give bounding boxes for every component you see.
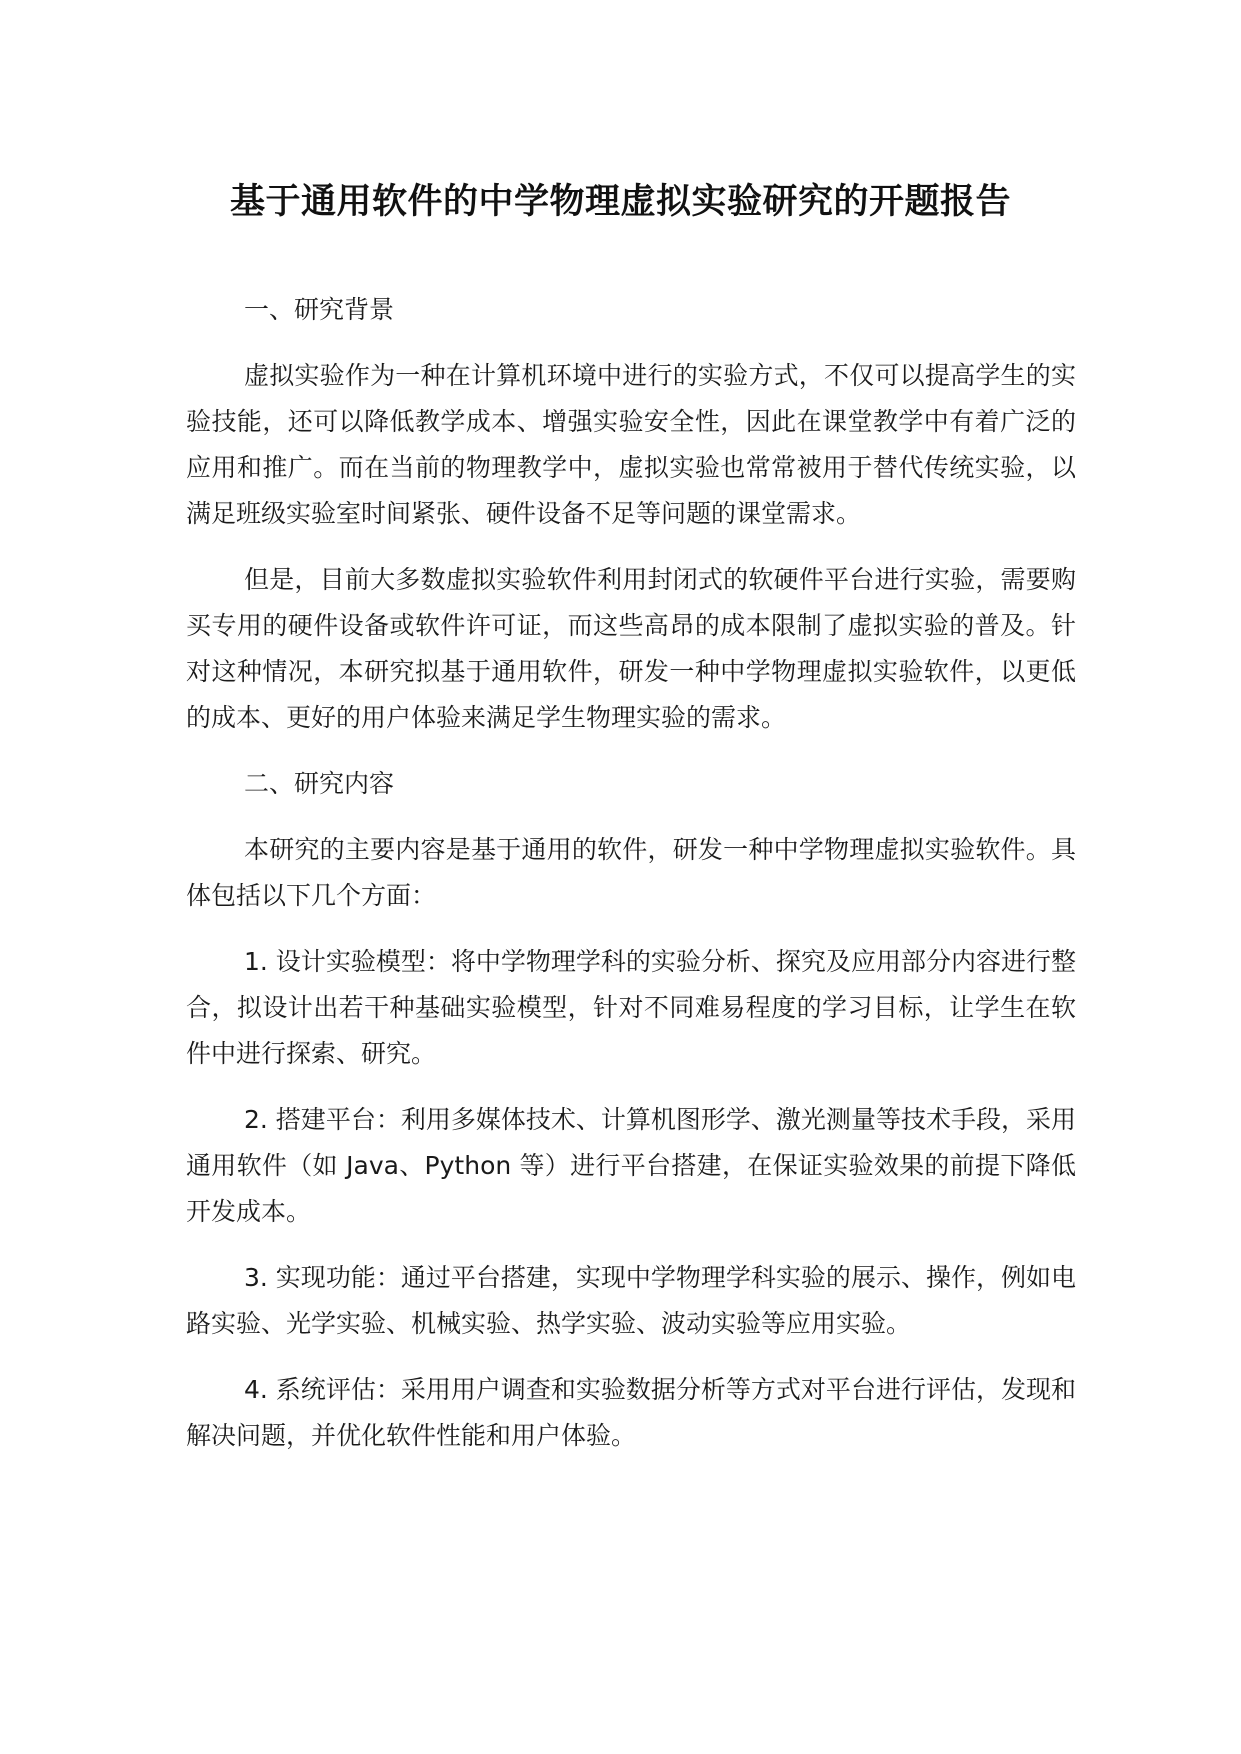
section-heading-background: 一、研究背景 (244, 295, 395, 324)
paragraph-background-2: 但是，目前大多数虚拟实验软件利用封闭式的软硬件平台进行实验，需要购买专用的硬件设备或软件许可证，而这些高昂的成本限制了虚拟实验的普及。针对这种情况，本研究拟基于通用软件，研发一种中学物理虚拟实验软件，以更低的成本、更好的用户体验来满足学生物理实验的需求。 (186, 565, 1076, 732)
document-body (186, 287, 1076, 1479)
document-title: 基于通用软件的中学物理虚拟实验研究的开题报告 (229, 182, 1011, 222)
paragraph-content-intro: 本研究的主要内容是基于通用的软件，研发一种中学物理虚拟实验软件。具体包括以下几个方面： (186, 835, 1076, 910)
list-item-4: 4. 系统评估：采用用户调查和实验数据分析等方式对平台进行评估，发现和解决问题，并优化软件性能和用户体验。 (186, 1375, 1076, 1450)
list-item-3: 3. 实现功能：通过平台搭建，实现中学物理学科实验的展示、操作，例如电路实验、光学实验、机械实验、热学实验、波动实验等应用实验。 (186, 1263, 1076, 1338)
list-item-1: 1. 设计实验模型：将中学物理学科的实验分析、探究及应用部分内容进行整合，拟设计出若干种基础实验模型，针对不同难易程度的学习目标，让学生在软件中进行探索、研究。 (186, 947, 1076, 1068)
list-item-2: 2. 搭建平台：利用多媒体技术、计算机图形学、激光测量等技术手段，采用通用软件（如 Java、Python 等）进行平台搭建，在保证实验效果的前提下降低开发成本。 (186, 1105, 1076, 1226)
paragraph-background-1: 虚拟实验作为一种在计算机环境中进行的实验方式，不仅可以提高学生的实验技能，还可以降低教学成本、增强实验安全性，因此在课堂教学中有着广泛的应用和推广。而在当前的物理教学中，虚拟实验也常常被用于替代传统实验，以满足班级实验室时间紧张、硬件设备不足等问题的课堂需求。 (186, 361, 1076, 528)
section-heading-content: 二、研究内容 (244, 769, 395, 798)
